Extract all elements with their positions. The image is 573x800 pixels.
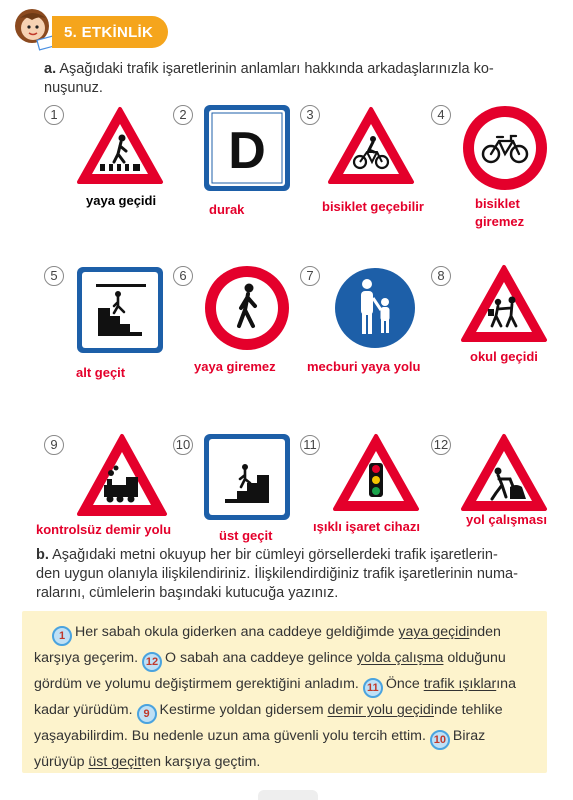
answer-box-3[interactable]: 11: [363, 678, 383, 698]
sign-number-6: 6: [173, 266, 193, 286]
answer-box-4[interactable]: 9: [137, 704, 157, 724]
sentence-3-keyword: trafik ışıklar: [423, 676, 497, 692]
sign-number-8: 8: [431, 266, 451, 286]
sign-number-5: 5: [44, 266, 64, 286]
sentence-3-text: Önce: [385, 676, 424, 692]
sentence-5-text: Biraz yürüyüp: [34, 728, 486, 770]
answer-box-1[interactable]: 1: [52, 626, 72, 646]
sign-label-5: alt geçit: [76, 365, 126, 380]
mandatory-pedestrian-path-sign-icon: [331, 264, 419, 352]
instruction-a-line1: Aşağıdaki trafik işaretlerinin anlamları hakkında arkadaşlarınızla ko-: [59, 61, 494, 77]
activity-title: 5. ETKİNLİK: [64, 23, 154, 41]
sign-label-12: yol çalışması: [466, 512, 547, 527]
no-pedestrians-sign-icon: [203, 264, 291, 352]
instruction-b: [36, 546, 556, 603]
school-crossing-sign-icon: [460, 264, 548, 344]
sign-label-7: mecburi yaya yolu: [307, 359, 421, 374]
roadworks-sign-icon: [460, 433, 548, 513]
instruction-b-line3: ralarını, cümlelerin başındaki kutucuğa yazınız.: [36, 585, 339, 601]
sign-label-3: bisiklet geçebilir: [322, 199, 424, 214]
sentence-5-end: ten karşıya geçtim.: [141, 754, 261, 770]
sentence-2-text: O sabah ana caddeye gelince: [165, 650, 357, 666]
no-bicycles-sign-icon: [461, 104, 549, 192]
sign-number-2: 2: [173, 105, 193, 125]
sentence-4-keyword: demir yolu geçidi: [327, 702, 434, 718]
sentence-1-end: nden karşıya geçerim.: [34, 624, 501, 666]
sentence-4-end: nde tehlike yaşayabilirdim. Bu nedenle uzun ama güvenli yolu tercih ettim.: [34, 702, 503, 744]
pedestrian-crossing-sign-icon: [76, 106, 164, 186]
sign-label-9: kontrolsüz demir yolu: [36, 522, 172, 537]
answer-box-2[interactable]: 12: [142, 652, 162, 672]
section-a-letter: a.: [44, 61, 57, 77]
sign-label-8: okul geçidi: [470, 349, 538, 364]
sentence-3-end: ına kadar yürüdüm.: [34, 676, 516, 718]
sign-number-7: 7: [300, 266, 320, 286]
unguarded-railway-sign-icon: [76, 433, 168, 519]
answer-box-5[interactable]: 10: [430, 730, 450, 750]
sentence-2-end: olduğunu gördüm ve yolumu değiştirmem gerektiğini anladım.: [34, 650, 506, 692]
sign-label-11: ışıklı işaret cihazı: [313, 519, 420, 534]
sign-label-4-line1: bisiklet: [475, 196, 520, 211]
sign-label-2: durak: [209, 202, 245, 217]
sign-number-4: 4: [431, 105, 451, 125]
instruction-a-line2: nuşunuz.: [44, 80, 103, 96]
sign-label-1: yaya geçidi: [86, 193, 157, 208]
reading-passage: [34, 620, 539, 775]
activity-banner: [52, 16, 168, 48]
svg-text:D: D: [228, 122, 266, 180]
bus-stop-d-sign-icon: [203, 104, 291, 192]
underpass-sign-icon: [76, 266, 164, 354]
instruction-b-line1: Aşağıdaki metni okuyup her bir cümleyi görsellerdeki trafik işaretlerin-: [52, 547, 498, 563]
sign-label-4-line2: giremez: [475, 214, 525, 229]
traffic-light-sign-icon: [332, 433, 420, 513]
sentence-1-keyword: yaya geçidi: [398, 624, 470, 640]
sign-label-10: üst geçit: [219, 528, 273, 543]
sign-number-3: 3: [300, 105, 320, 125]
sentence-2-keyword: yolda çalışma: [356, 650, 444, 666]
sentence-1-text: Her sabah okula giderken ana caddeye geldiğimde: [75, 624, 399, 640]
section-b-letter: b.: [36, 547, 49, 563]
sentence-5-keyword: üst geçit: [88, 754, 142, 770]
girl-mascot-icon: [8, 4, 58, 52]
sign-number-1: 1: [44, 105, 64, 125]
sign-label-6: yaya giremez: [194, 359, 276, 374]
sentence-4-text: Kestirme yoldan gidersem: [159, 702, 328, 718]
overpass-sign-icon: [203, 433, 291, 521]
bicycle-crossing-sign-icon: [327, 106, 415, 186]
sign-number-12: 12: [431, 435, 451, 455]
sign-number-10: 10: [173, 435, 193, 455]
sign-number-11: 11: [300, 435, 320, 455]
sign-number-9: 9: [44, 435, 64, 455]
instruction-a: [44, 60, 554, 98]
instruction-b-line2: den uygun olanıyla ilişkilendiriniz. İlişkilendirdiğiniz trafik işaretlerinin numa-: [36, 566, 518, 582]
